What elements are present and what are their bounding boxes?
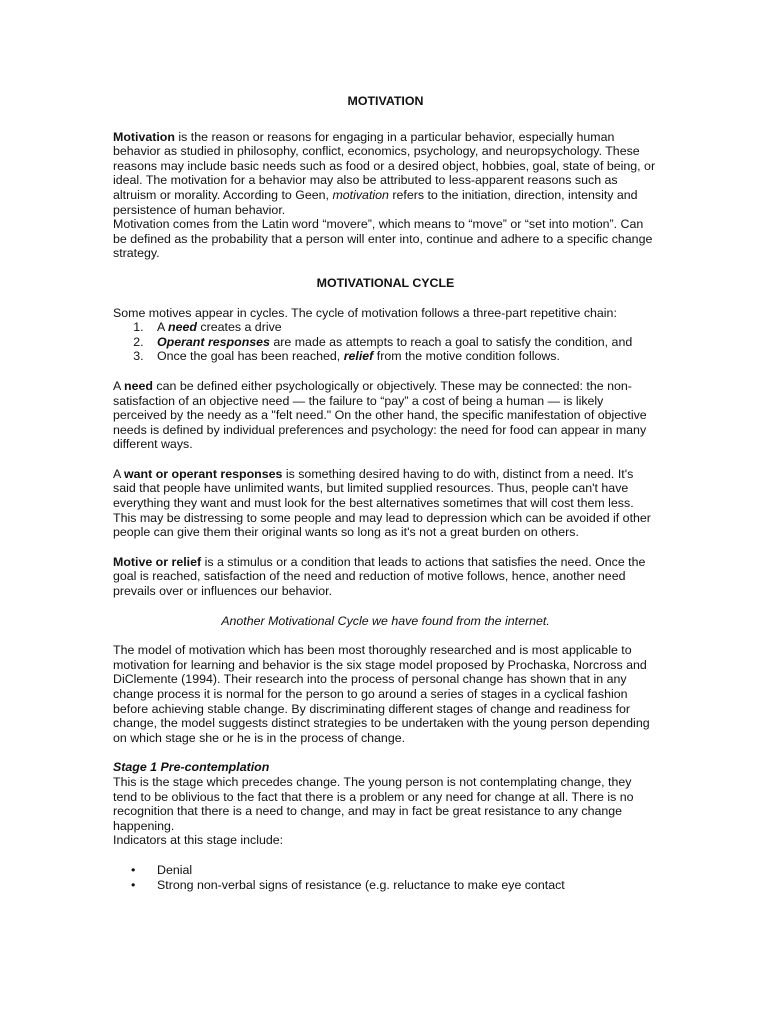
intro-term: Motivation xyxy=(113,129,175,144)
page-title: MOTIVATION xyxy=(347,94,424,108)
stage-1-title: Stage 1 Pre-contemplation xyxy=(113,760,270,775)
relief-paragraph xyxy=(113,555,658,599)
another-cycle-caption: Another Motivational Cycle we have found from the internet. xyxy=(221,613,550,628)
cycle-intro: Some motives appear in cycles. The cycle of motivation follows a three-part repetitive chain: xyxy=(113,305,617,320)
cycle-list xyxy=(113,320,658,364)
model-paragraph: The model of motivation which has been most thoroughly researched and is most applicable to motivation for learning and behavior is the six stage model proposed by Prochaska, Norcross and DiClemente (1994). Their research into the process of personal change has shown that in any change process it is normal for the person to go around a series of stages in a cyclical fashion before achieving stable change. By discriminating different stages of change and readiness for change, the model suggests distinct strategies to be undertaken with the young person depending on which stage she or he is in the process of change. xyxy=(113,643,650,745)
intro-text-2: refers to the initiation, direction, intensity and persistence of human behavior. xyxy=(113,187,638,217)
cycle-item xyxy=(147,320,658,335)
indicators-label: Indicators at this stage include: xyxy=(113,833,284,848)
want-text: is something desired having to do with, distinct from a need. It's said that people have unlimited wants, but limited supplied resources. Thus, people can't have everything they want and must look for the best alternatives sometimes that will cost them less. This may be distressing to some people and may lead to depression which can be avoided if other people can give them their original wants so long as it's not a great burden on others. xyxy=(113,466,651,540)
cycle-heading: MOTIVATIONAL CYCLE xyxy=(316,275,455,290)
need-term: need xyxy=(124,378,153,393)
intro-emphasis: motivation xyxy=(332,187,389,202)
cycle-item xyxy=(147,335,658,350)
cycle-item-text: A xyxy=(157,320,169,335)
cycle-item-text: creates a drive xyxy=(196,320,282,335)
need-text: can be defined either psychologically or objectively. These may be connected: the non-satisfaction of an objective need — the failure to “pay” a cost of being a human — is likely perceived by the needy as a "felt need." On the other hand, the specific manifestation of objective needs is defined by individual preferences and psychology: the need for food can appear in many different ways. xyxy=(113,378,647,452)
cycle-item-term: Operant responses xyxy=(157,334,270,349)
cycle-item-text: from the motive condition follows. xyxy=(373,349,560,364)
relief-term: Motive or relief xyxy=(113,554,202,569)
document-body xyxy=(113,94,658,892)
relief-text: is a stimulus or a condition that leads to actions that satisfies the need. Once the goal is reached, satisfaction of the need and reduction of motive follows, hence, another need prevails over or influences our behavior. xyxy=(113,554,646,599)
list-item: • Strong non-verbal signs of resistance (e.g. reluctance to make eye contact xyxy=(157,878,658,893)
list-item: • Denial xyxy=(157,863,658,878)
indicator-list xyxy=(113,863,658,892)
cycle-item-text: Once the goal has been reached, xyxy=(157,349,344,364)
want-text: A xyxy=(113,466,125,481)
cycle-item xyxy=(147,349,658,364)
latin-paragraph: Motivation comes from the Latin word “movere”, which means to “move” or “set into motion”. Can be defined as the probability that a person will enter into, continue and adhere to a specific change strategy. xyxy=(113,217,653,261)
want-term: want or operant responses xyxy=(124,466,283,481)
stage-1-paragraph: This is the stage which precedes change. The young person is not contemplating change, they tend to be oblivious to the fact that there is a problem or any need for change at all. There is no recognition that there is a need to change, and may in fact be great resistance to any change happening. xyxy=(113,774,634,833)
need-text: A xyxy=(113,378,125,393)
want-paragraph xyxy=(113,467,658,540)
need-paragraph xyxy=(113,379,658,452)
cycle-item-term: need xyxy=(168,320,197,335)
intro-paragraph xyxy=(113,130,658,218)
cycle-item-term: relief xyxy=(343,349,374,364)
cycle-item-text: are made as attempts to reach a goal to satisfy the condition, and xyxy=(269,334,633,349)
intro-text-1: is the reason or reasons for engaging in a particular behavior, especially human behavior as studied in philosophy, conflict, economics, psychology, and neuropsychology. These reasons may include basic needs such as food or a desired object, hobbies, goal, state of being, or ideal. The motivation for a behavior may also be attributed to less-apparent reasons such as altruism or morality. According to Geen, xyxy=(113,129,656,202)
